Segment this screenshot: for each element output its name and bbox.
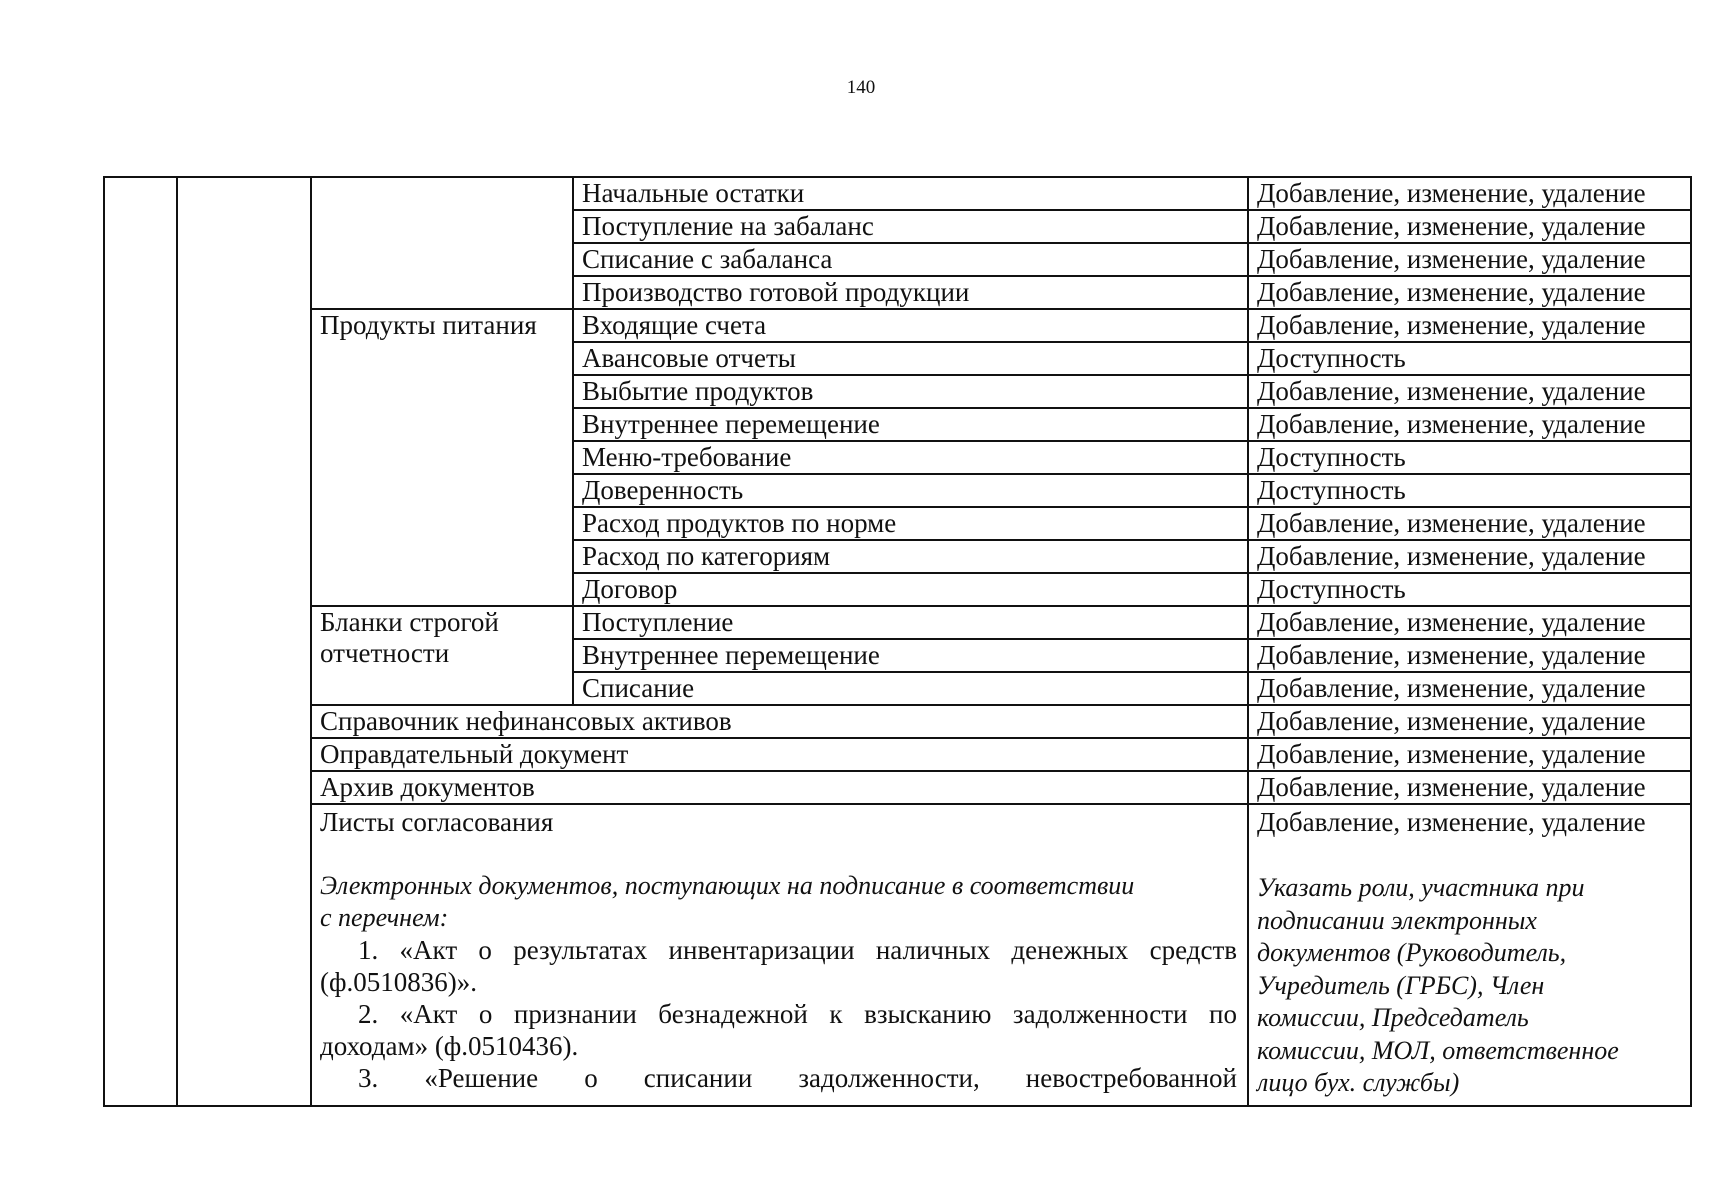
table-row [104, 705, 1691, 738]
section-name: Внутреннее перемещение [573, 639, 1248, 672]
approval-intro-line: Электронных документов, поступающих на подписание в соответствии [320, 871, 1135, 900]
page-number: 140 [846, 77, 876, 98]
empty-group-cell [311, 177, 573, 309]
list-item-continuation: (ф.0510836)». [320, 967, 477, 997]
table-row [104, 606, 1691, 639]
table-row [104, 771, 1691, 804]
table-row [104, 738, 1691, 771]
access-rights: Доступность [1248, 342, 1691, 375]
section-name: Расход продуктов по норме [573, 507, 1248, 540]
access-rights: Добавление, изменение, удаление [1248, 177, 1691, 210]
section-name: Договор [573, 573, 1248, 606]
access-rights: Добавление, изменение, удаление [1248, 243, 1691, 276]
empty-column-2 [177, 177, 311, 1106]
access-rights: Доступность [1248, 441, 1691, 474]
section-name: Меню-требование [573, 441, 1248, 474]
access-rights: Добавление, изменение, удаление [1248, 375, 1691, 408]
section-name: Поступление на забаланс [573, 210, 1248, 243]
section-name: Поступление [573, 606, 1248, 639]
group-label-forms [311, 606, 573, 705]
roles-note-line: комиссии, МОЛ, ответственное [1257, 1035, 1619, 1065]
roles-note-line: Указать роли, участника при [1257, 873, 1585, 902]
approval-intro-line: с перечнем: [320, 903, 449, 932]
access-rights: Добавление, изменение, удаление [1248, 408, 1691, 441]
approval-title: Листы согласования [320, 807, 554, 837]
access-rights: Добавление, изменение, удаление [1248, 540, 1691, 573]
empty-column-1 [104, 177, 177, 1106]
section-name: Расход по категориям [573, 540, 1248, 573]
access-rights: Добавление, изменение, удаление [1257, 807, 1646, 837]
access-rights: Добавление, изменение, удаление [1248, 771, 1691, 804]
access-rights: Добавление, изменение, удаление [1248, 705, 1691, 738]
section-name: Архив документов [311, 771, 1248, 804]
spacer [1257, 838, 1682, 872]
access-rights: Добавление, изменение, удаление [1248, 672, 1691, 705]
section-name: Справочник нефинансовых активов [311, 705, 1248, 738]
list-item: 3. «Решение о списании задолженности, невостребованной [358, 1063, 1237, 1093]
access-rights: Добавление, изменение, удаление [1248, 210, 1691, 243]
access-rights: Добавление, изменение, удаление [1248, 309, 1691, 342]
group-label-line: отчетности [320, 638, 450, 668]
list-item: 2. «Акт о признании безнадежной к взысканию задолженности по [358, 999, 1237, 1029]
roles-note-line: Учредитель (ГРБС), Член [1257, 970, 1545, 1000]
section-name: Списание с забаланса [573, 243, 1248, 276]
access-rights: Доступность [1248, 474, 1691, 507]
list-item: 1. «Акт о результатах инвентаризации наличных денежных средств [358, 935, 1237, 965]
roles-note-line: документов (Руководитель, [1257, 938, 1567, 967]
roles-note-line: подписании электронных [1257, 905, 1537, 935]
access-rights: Добавление, изменение, удаление [1248, 738, 1691, 771]
access-rights: Добавление, изменение, удаление [1248, 639, 1691, 672]
access-rights: Добавление, изменение, удаление [1248, 276, 1691, 309]
roles-note-line: комиссии, Председатель [1257, 1003, 1529, 1032]
list-item-continuation: доходам» (ф.0510436). [320, 1031, 579, 1061]
access-rights: Добавление, изменение, удаление [1248, 606, 1691, 639]
section-name: Входящие счета [573, 309, 1248, 342]
access-rights-table [103, 176, 1692, 1107]
table-row [104, 804, 1691, 1106]
table-row [104, 309, 1691, 342]
access-rights: Доступность [1248, 573, 1691, 606]
approval-sheets-cell [311, 804, 1248, 1106]
section-name: Производство готовой продукции [573, 276, 1248, 309]
section-name: Начальные остатки [573, 177, 1248, 210]
table-row [104, 177, 1691, 210]
spacer [320, 838, 1237, 870]
group-label-line: Бланки строгой [320, 607, 499, 637]
roles-note-line: лицо бух. службы) [1257, 1068, 1460, 1097]
section-name: Выбытие продуктов [573, 375, 1248, 408]
section-name: Внутреннее перемещение [573, 408, 1248, 441]
group-label-food: Продукты питания [311, 309, 573, 606]
section-name: Оправдательный документ [311, 738, 1248, 771]
section-name: Авансовые отчеты [573, 342, 1248, 375]
approval-access-cell [1248, 804, 1691, 1106]
access-rights: Добавление, изменение, удаление [1248, 507, 1691, 540]
section-name: Доверенность [573, 474, 1248, 507]
section-name: Списание [573, 672, 1248, 705]
